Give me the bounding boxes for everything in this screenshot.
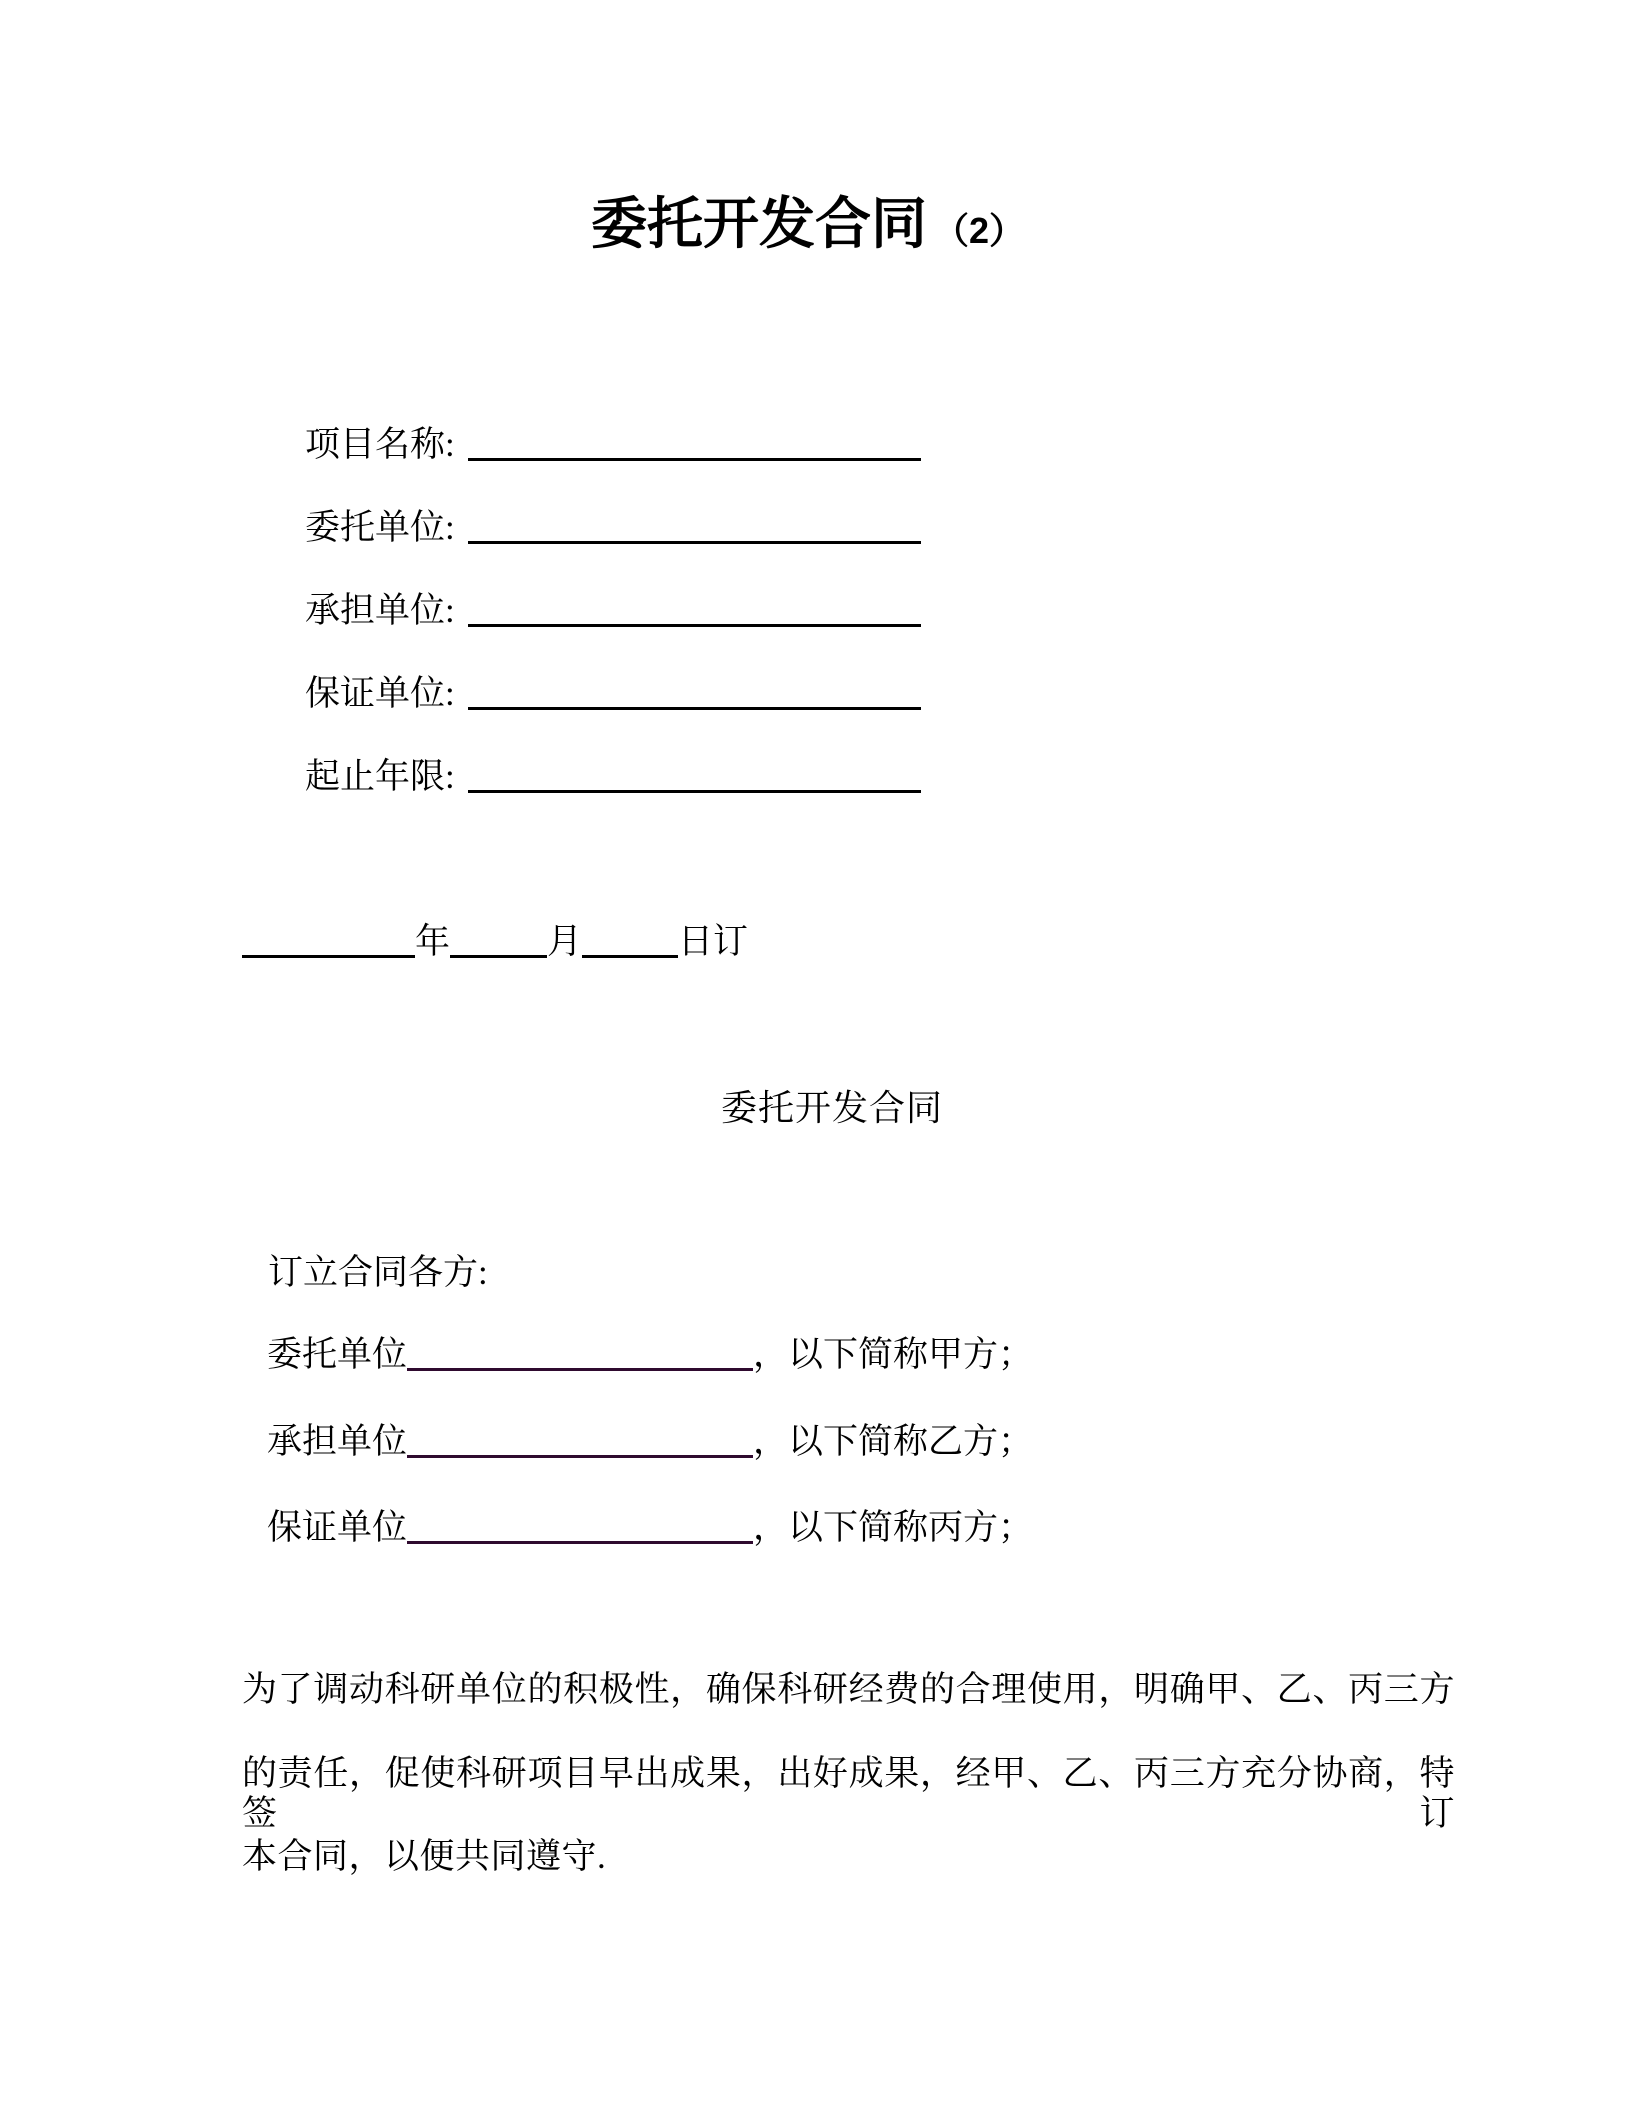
field-label: 承担单位: xyxy=(305,591,455,630)
party-row-a xyxy=(267,1335,1033,1375)
party-suffix: ，以下简称丙方； xyxy=(753,1508,1034,1547)
date-line xyxy=(242,922,748,962)
date-blank-line xyxy=(242,955,415,958)
field-label: 起止年限: xyxy=(305,757,455,796)
year-label: 年 xyxy=(415,922,451,961)
field-blank-line xyxy=(468,624,921,627)
contract-subtitle: 委托开发合同 xyxy=(720,1088,943,1128)
party-blank-line xyxy=(407,1541,753,1544)
party-label: 委托单位 xyxy=(267,1335,408,1374)
field-row-undertaking-unit xyxy=(305,591,921,631)
party-blank-line xyxy=(407,1455,753,1458)
body-paragraph-line: 本合同，以便共同遵守. xyxy=(242,1837,607,1876)
party-row-b xyxy=(267,1422,1033,1462)
party-label: 保证单位 xyxy=(267,1508,408,1547)
field-label: 项目名称: xyxy=(305,425,455,464)
field-row-entrusting-unit xyxy=(305,508,921,548)
party-label: 承担单位 xyxy=(267,1422,408,1461)
field-blank-line xyxy=(468,707,921,710)
parties-heading: 订立合同各方: xyxy=(268,1253,488,1292)
date-blank-line xyxy=(582,955,678,958)
party-blank-line xyxy=(407,1368,753,1371)
month-label: 月 xyxy=(547,922,583,961)
field-label: 委托单位: xyxy=(305,508,455,547)
field-label: 保证单位: xyxy=(305,674,455,713)
party-row-c xyxy=(267,1508,1033,1548)
page-title-suffix: （2） xyxy=(932,210,1026,251)
day-ordered-label: 日订 xyxy=(678,922,749,961)
body-paragraph-line: 为了调动科研单位的积极性，确保科研经费的合理使用，明确甲、乙、丙三方 xyxy=(242,1670,1455,1709)
date-blank-line xyxy=(450,955,547,958)
field-blank-line xyxy=(468,541,921,544)
field-row-duration xyxy=(305,757,921,797)
field-blank-line xyxy=(468,790,921,793)
field-row-guarantee-unit xyxy=(305,674,921,714)
field-blank-line xyxy=(468,458,921,461)
page-title-main: 委托开发合同 xyxy=(590,192,927,255)
body-paragraph-line: 的责任，促使科研项目早出成果，出好成果，经甲、乙、丙三方充分协商，特签订 xyxy=(242,1754,1455,1833)
field-row-project-name xyxy=(305,425,921,465)
page-title xyxy=(0,192,1616,263)
party-suffix: ，以下简称甲方； xyxy=(753,1335,1034,1374)
party-suffix: ，以下简称乙方； xyxy=(753,1422,1034,1461)
